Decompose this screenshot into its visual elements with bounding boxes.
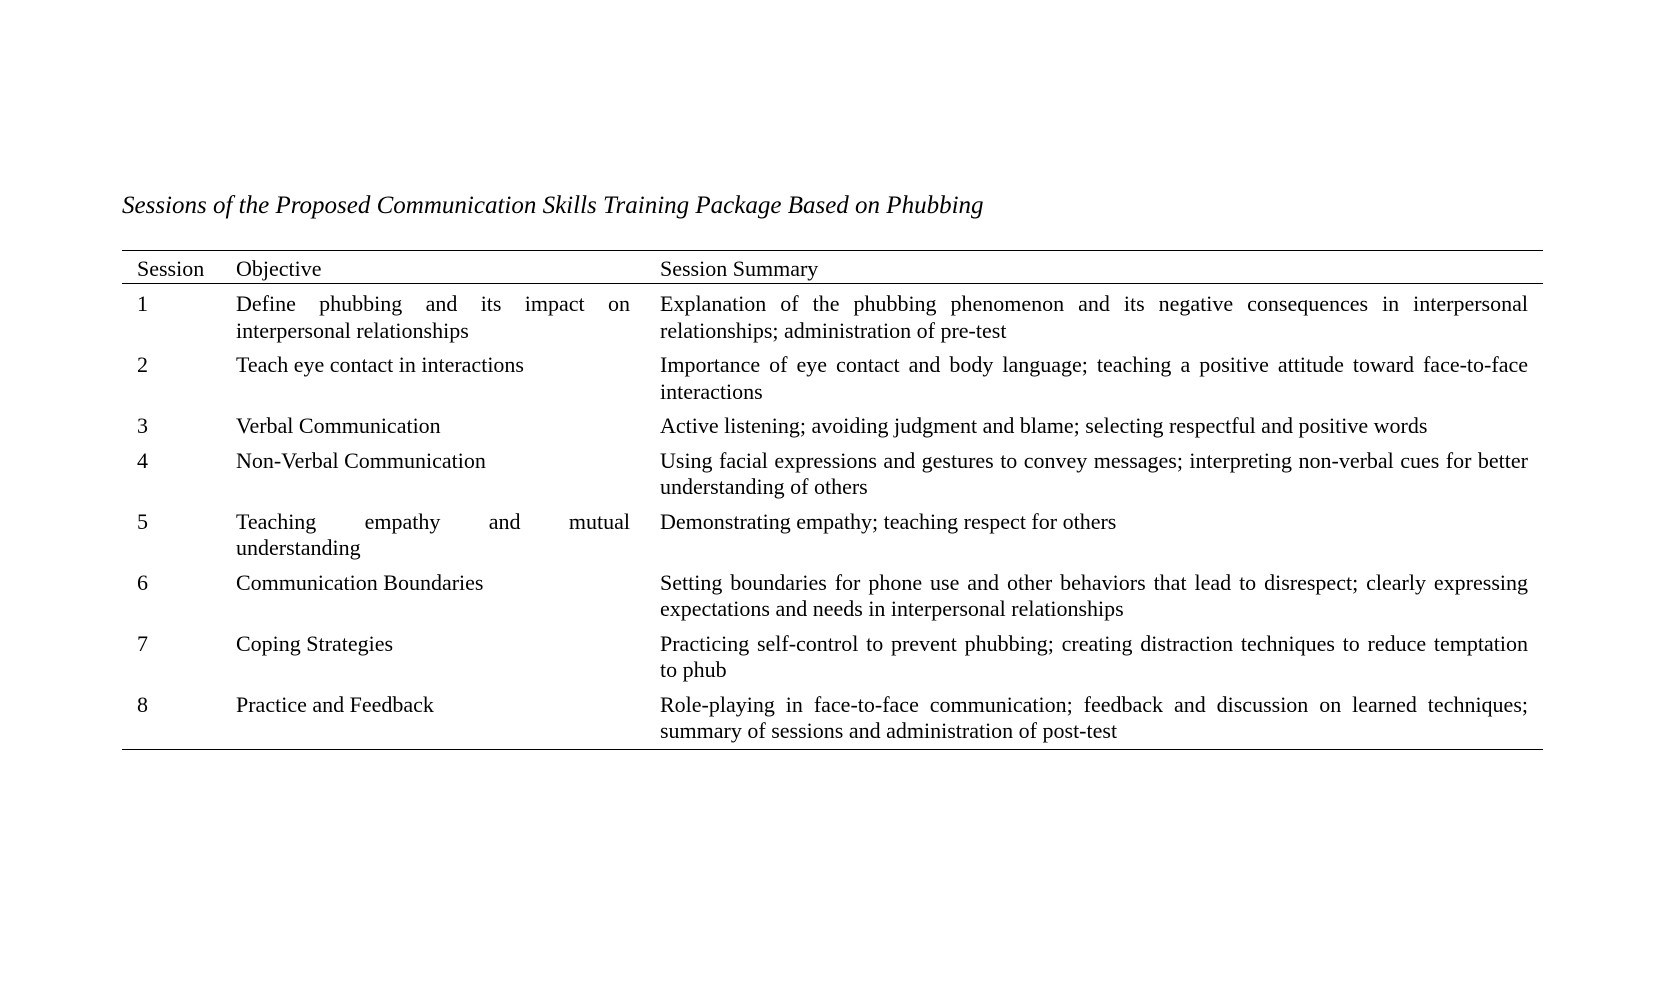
session-objective: Teach eye contact in interactions bbox=[236, 352, 524, 377]
table-row bbox=[122, 505, 1543, 566]
table-row bbox=[122, 409, 1543, 444]
session-summary: Active listening; avoiding judgment and blame; selecting respectful and positive words bbox=[660, 413, 1428, 438]
sessions-table-container bbox=[122, 250, 1543, 750]
table-header bbox=[122, 251, 1543, 284]
header-objective: Objective bbox=[236, 256, 322, 281]
table-caption: Sessions of the Proposed Communication Skills Training Package Based on Phubbing bbox=[122, 192, 984, 219]
session-summary: Explanation of the phubbing phenomenon and its negative consequences in interpersonal relationships; administration of pre-test bbox=[660, 291, 1528, 343]
session-summary: Role-playing in face-to-face communication; feedback and discussion on learned techniques; summary of sessions and administration of post-test bbox=[660, 691, 1528, 743]
header-row bbox=[122, 251, 1543, 284]
session-objective: Practice and Feedback bbox=[236, 691, 434, 717]
session-number: 5 bbox=[137, 508, 148, 534]
session-number: 6 bbox=[137, 569, 148, 595]
session-objective: Communication Boundaries bbox=[236, 569, 484, 595]
session-number: 3 bbox=[137, 413, 148, 438]
session-objective: Coping Strategies bbox=[236, 630, 394, 656]
session-number: 4 bbox=[137, 447, 148, 473]
session-summary: Using facial expressions and gestures to convey messages; interpreting non-verbal cues for better understanding of others bbox=[660, 447, 1528, 499]
header-session: Session bbox=[137, 256, 205, 281]
session-summary: Importance of eye contact and body language; teaching a positive attitude toward face-to-face interactions bbox=[660, 352, 1528, 404]
session-summary: Practicing self-control to prevent phubbing; creating distraction techniques to reduce temptation to phub bbox=[660, 630, 1528, 682]
session-summary: Demonstrating empathy; teaching respect for others bbox=[660, 508, 1117, 534]
sessions-table bbox=[122, 250, 1543, 750]
session-objective: Verbal Communication bbox=[236, 413, 441, 438]
table-row bbox=[122, 627, 1543, 688]
table-body bbox=[122, 284, 1543, 750]
session-number: 8 bbox=[137, 691, 148, 717]
table-row bbox=[122, 566, 1543, 627]
table-row bbox=[122, 688, 1543, 750]
table-row bbox=[122, 348, 1543, 409]
session-objective: Teaching empathy and mutual understanding bbox=[236, 508, 630, 560]
header-session-summary: Session Summary bbox=[660, 256, 819, 281]
session-number: 2 bbox=[137, 352, 148, 377]
session-number: 7 bbox=[137, 630, 148, 656]
session-objective: Define phubbing and its impact on interpersonal relationships bbox=[236, 291, 630, 343]
session-number: 1 bbox=[137, 291, 148, 316]
session-objective: Non-Verbal Communication bbox=[236, 447, 486, 473]
table-row bbox=[122, 284, 1543, 349]
table-row bbox=[122, 444, 1543, 505]
session-summary: Setting boundaries for phone use and other behaviors that lead to disrespect; clearly expressing expectations and needs in interpersonal relationships bbox=[660, 569, 1528, 621]
